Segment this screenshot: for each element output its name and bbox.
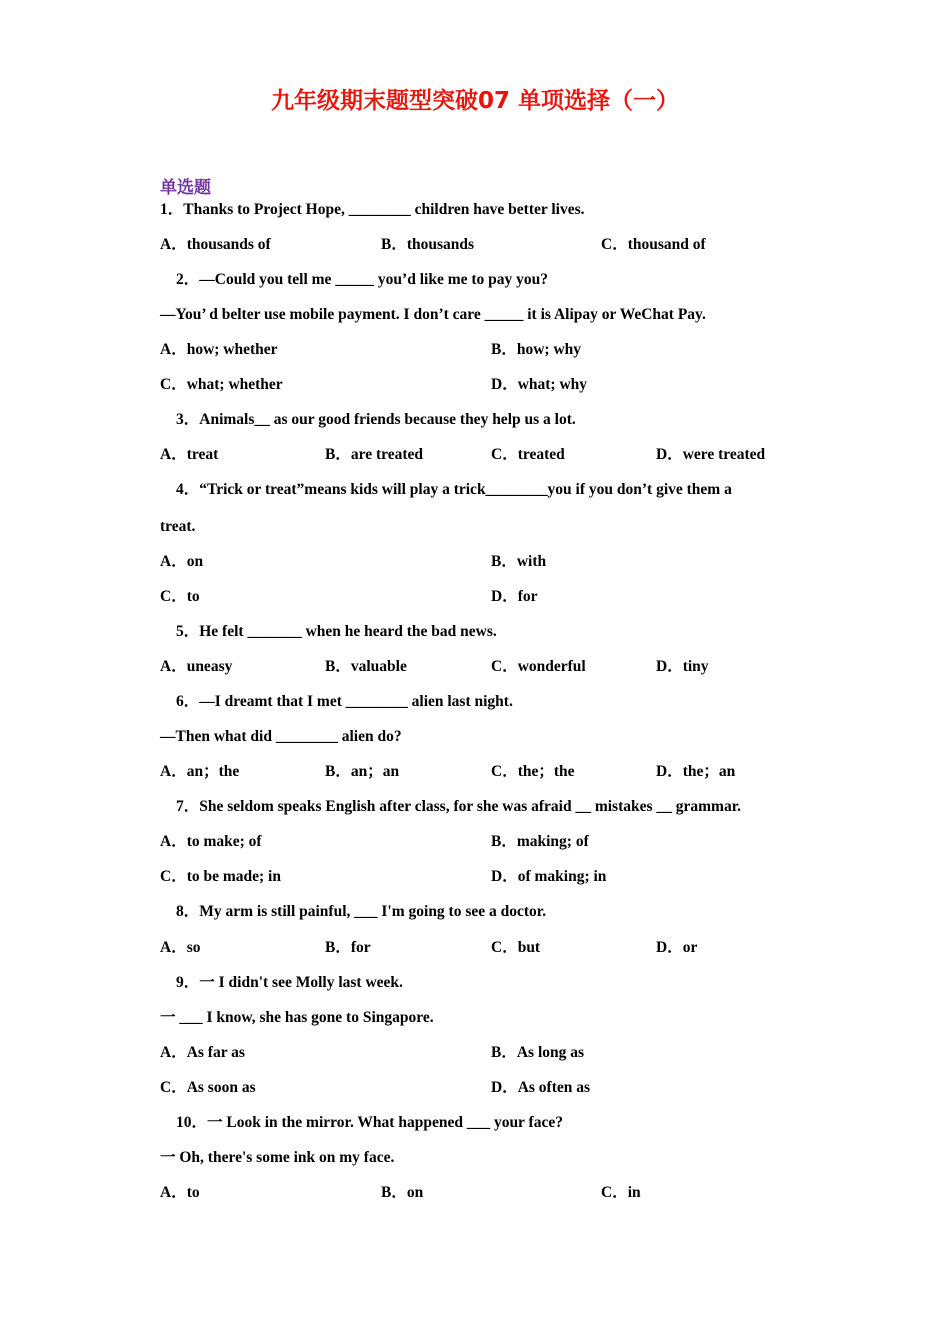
question-6-option-d: D．the；an [656, 763, 736, 780]
question-5-option-d: D．tiny [656, 658, 709, 675]
question-5-option-c: C．wonderful [491, 658, 586, 675]
question-8-option-c: C．but [491, 939, 541, 956]
question-10-stem: 10．一 Look in the mirror. What happened ___ your face? [176, 1114, 563, 1131]
question-1-option-b: B．thousands [381, 236, 475, 253]
question-9-option-b: B．As long as [491, 1044, 585, 1061]
question-6-option-b: B．an；an [325, 763, 400, 780]
question-6-option-a: A．an；the [160, 763, 240, 780]
question-5-stem: 5．He felt _______ when he heard the bad news. [176, 623, 497, 640]
question-8-option-d: D．or [656, 939, 698, 956]
question-7-stem: 7．She seldom speaks English after class, for she was afraid __ mistakes __ grammar. [176, 798, 742, 815]
question-5-option-a: A．uneasy [160, 658, 233, 675]
question-4-stem-continued: treat. [160, 518, 196, 535]
page-title: 九年级期末题型突破07 单项选择（一） [270, 88, 679, 114]
question-2-option-b: B．how; why [491, 341, 582, 358]
question-6-stem: 6．—I dreamt that I met ________ alien last night. [176, 693, 513, 710]
question-1-stem: 1．Thanks to Project Hope, ________ children have better lives. [160, 201, 585, 218]
question-9-option-a: A．As far as [160, 1044, 245, 1061]
question-9-option-c: C．As soon as [160, 1079, 256, 1096]
question-7-option-a: A．to make; of [160, 833, 262, 850]
question-6-option-c: C．the；the [491, 763, 575, 780]
question-7-option-c: C．to be made; in [160, 868, 281, 885]
question-4-option-d: D．for [491, 588, 538, 605]
question-10-option-c: C．in [601, 1184, 641, 1201]
question-5-option-b: B．valuable [325, 658, 407, 675]
question-4-option-b: B．with [491, 553, 547, 570]
question-7-option-b: B．making; of [491, 833, 589, 850]
question-9-reply: 一 ___ I know, she has gone to Singapore. [160, 1009, 434, 1026]
question-8-option-a: A．so [160, 939, 201, 956]
question-9-option-d: D．As often as [491, 1079, 591, 1096]
question-8-stem: 8．My arm is still painful, ___ I'm going to see a doctor. [176, 903, 547, 920]
question-2-option-a: A．how; whether [160, 341, 278, 358]
question-4-option-c: C．to [160, 588, 200, 605]
question-2-reply: —You’ d belter use mobile payment. I don’t care _____ it is Alipay or WeChat Pay. [160, 306, 706, 323]
question-7-option-d: D．of making; in [491, 868, 607, 885]
question-9-stem: 9．一 I didn't see Molly last week. [176, 974, 403, 991]
section-heading: 单选题 [160, 178, 211, 198]
question-1-option-a: A．thousands of [160, 236, 271, 253]
question-10-option-a: A．to [160, 1184, 200, 1201]
question-3-option-b: B．are treated [325, 446, 423, 463]
question-4-stem: 4．“Trick or treat”means kids will play a trick________you if you don’t give them a [176, 481, 732, 498]
question-8-option-b: B．for [325, 939, 371, 956]
question-10-reply: 一 Oh, there's some ink on my face. [160, 1149, 395, 1166]
question-6-reply: —Then what did ________ alien do? [160, 728, 402, 745]
question-1-option-c: C．thousand of [601, 236, 706, 253]
question-4-option-a: A．on [160, 553, 204, 570]
question-3-option-c: C．treated [491, 446, 565, 463]
question-3-stem: 3．Animals__ as our good friends because they help us a lot. [176, 411, 576, 428]
question-2-option-c: C．what; whether [160, 376, 283, 393]
question-3-option-a: A．treat [160, 446, 219, 463]
question-2-stem: 2．—Could you tell me _____ you’d like me to pay you? [176, 271, 549, 288]
question-10-option-b: B．on [381, 1184, 424, 1201]
question-2-option-d: D．what; why [491, 376, 588, 393]
question-3-option-d: D．were treated [656, 446, 766, 463]
